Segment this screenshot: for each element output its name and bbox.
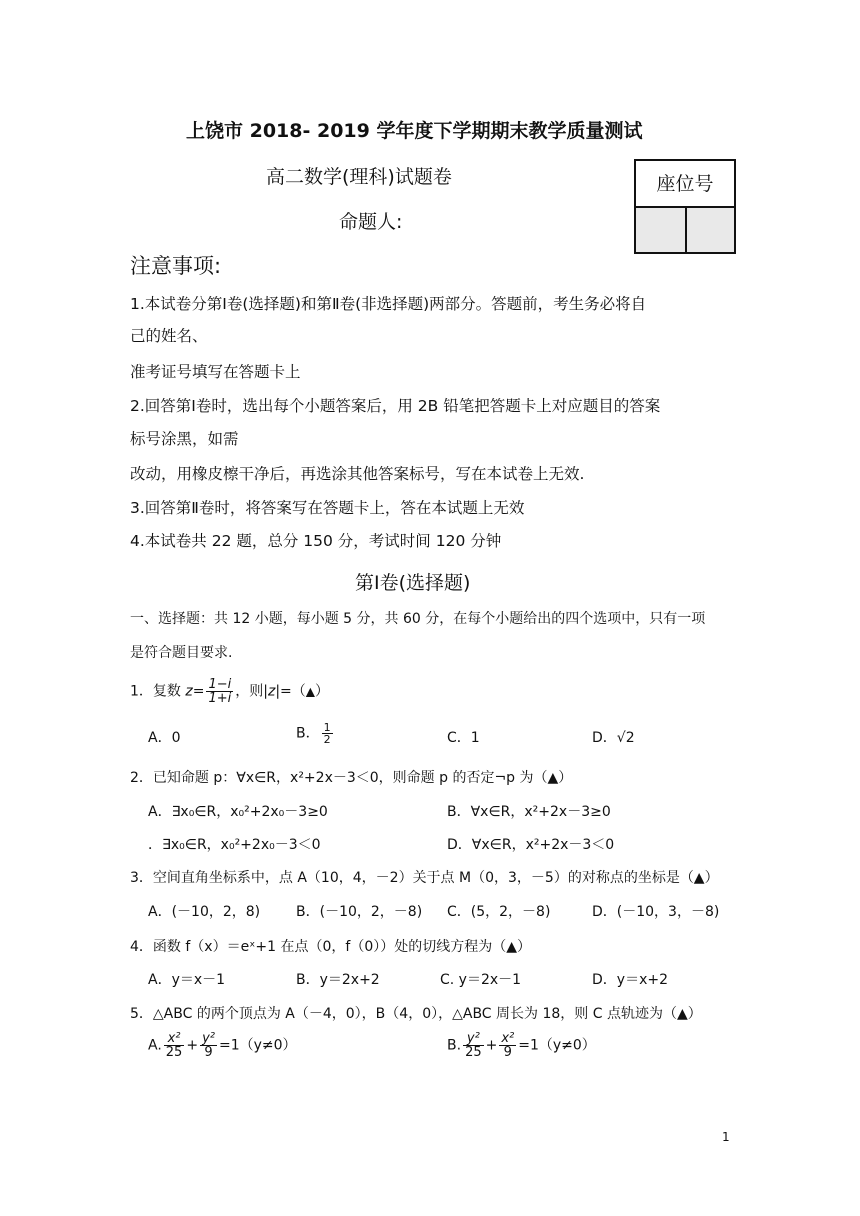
question-3-option-a: A．(－10，2，8)	[148, 904, 261, 920]
question-4-option-d: D．y＝x+2	[592, 972, 668, 988]
question-1-option-c: C．1	[447, 730, 480, 746]
triangle-icon: ▲	[305, 684, 316, 699]
question-3-option-b: B．(－10，2，－8)	[296, 904, 423, 920]
question-1-stem: 1．复数 z= $\frac{1-i}{1+i}$ ，则|z|=（▲）	[130, 677, 330, 706]
question-2-stem: 2．已知命题 p：∀x∈R，x²+2x－3＜0，则命题 p 的否定¬p 为（▲）	[130, 770, 573, 786]
fraction: $\frac{\text{x²}}{25}$	[165, 1031, 183, 1060]
notice-line: 改动，用橡皮檫干净后，再选涂其他答案标号，写在本试卷上无效.	[130, 465, 585, 483]
question-5-stem: 5．△ABC 的两个顶点为 A（－4，0），B（4，0），△ABC 周长为 18，则 C 点轨迹为（▲）	[130, 1006, 702, 1022]
exam-title: 上饶市 2018- 2019 学年度下学期期末教学质量测试	[186, 120, 643, 142]
fraction: $\frac{\text{y²}}{25}$	[465, 1031, 482, 1060]
fraction: $\frac{1}{2}$	[323, 721, 331, 746]
question-1-option-a: A．0	[148, 730, 181, 746]
question-3-option-d: D．(－10，3，－8)	[592, 904, 720, 920]
section-intro: 是符合题目要求.	[130, 645, 233, 661]
seat-number-cell	[636, 208, 687, 252]
notice-line: 1.本试卷分第Ⅰ卷(选择题)和第Ⅱ卷(非选择题)两部分。答题前，考生务必将自	[130, 295, 647, 313]
seat-number-label: 座位号	[636, 161, 734, 208]
question-1-option-b: B． $\frac{1}{2}$	[296, 721, 331, 746]
section-title: 第Ⅰ卷(选择题)	[355, 572, 471, 594]
question-4-option-c: C. y＝2x－1	[440, 972, 522, 988]
notice-line: 3.回答第Ⅱ卷时，将答案写在答题卡上，答在本试题上无效	[130, 499, 525, 517]
section-intro: 一、选择题：共 12 小题，每小题 5 分，共 60 分，在每个小题给出的四个选项中，只有一项	[130, 611, 706, 627]
fraction: $\frac{1-i}{1+i}$	[208, 677, 232, 706]
question-2-option-d: D．∀x∈R，x²+2x－3＜0	[447, 837, 615, 853]
fraction: $\frac{\text{x²}}{9}$	[501, 1031, 515, 1060]
question-2-option-b: B．∀x∈R，x²+2x－3≥0	[447, 804, 611, 820]
question-4-stem: 4．函数 f（x）＝eˣ+1 在点（0，f（0））处的切线方程为（▲）	[130, 939, 531, 955]
question-2-option-c: ．∃x₀∈R，x₀²+2x₀－3＜0	[148, 837, 321, 853]
notice-line: 标号涂黑，如需	[130, 430, 239, 448]
notice-line: 4.本试卷共 22 题，总分 150 分，考试时间 120 分钟	[130, 532, 502, 550]
question-4-option-a: A．y＝x－1	[148, 972, 226, 988]
question-5-option-b: B. $\frac{\text{y²}}{25}$ + $\frac{\text{x²}}{9}$ =1（y≠0）	[447, 1031, 596, 1060]
seat-number-box	[634, 159, 736, 254]
exam-subtitle: 高二数学(理科)试题卷	[266, 166, 452, 188]
notice-line: 己的姓名、	[130, 327, 208, 345]
question-2-option-a: A．∃x₀∈R，x₀²+2x₀－3≥0	[148, 804, 328, 820]
notice-heading: 注意事项:	[130, 254, 222, 278]
question-5-option-a: A. $\frac{\text{x²}}{25}$ + $\frac{\text{y²}}{9}$ =1（y≠0）	[148, 1031, 297, 1060]
question-4-option-b: B．y＝2x+2	[296, 972, 380, 988]
question-3-stem: 3．空间直角坐标系中，点 A（10，4，－2）关于点 M（0，3，－5）的对称点的坐标是（▲）	[130, 870, 719, 886]
notice-line: 2.回答第Ⅰ卷时，选出每个小题答案后，用 2B 铅笔把答题卡上对应题目的答案	[130, 397, 661, 415]
page-number: 1	[722, 1130, 730, 1144]
fraction: $\frac{\text{y²}}{9}$	[202, 1031, 215, 1060]
notice-line: 准考证号填写在答题卡上	[130, 363, 301, 381]
question-1-option-d: D．√2	[592, 730, 635, 746]
question-3-option-c: C．(5，2，－8)	[447, 904, 551, 920]
author-line: 命题人:	[339, 211, 403, 233]
seat-number-cell	[687, 208, 734, 252]
